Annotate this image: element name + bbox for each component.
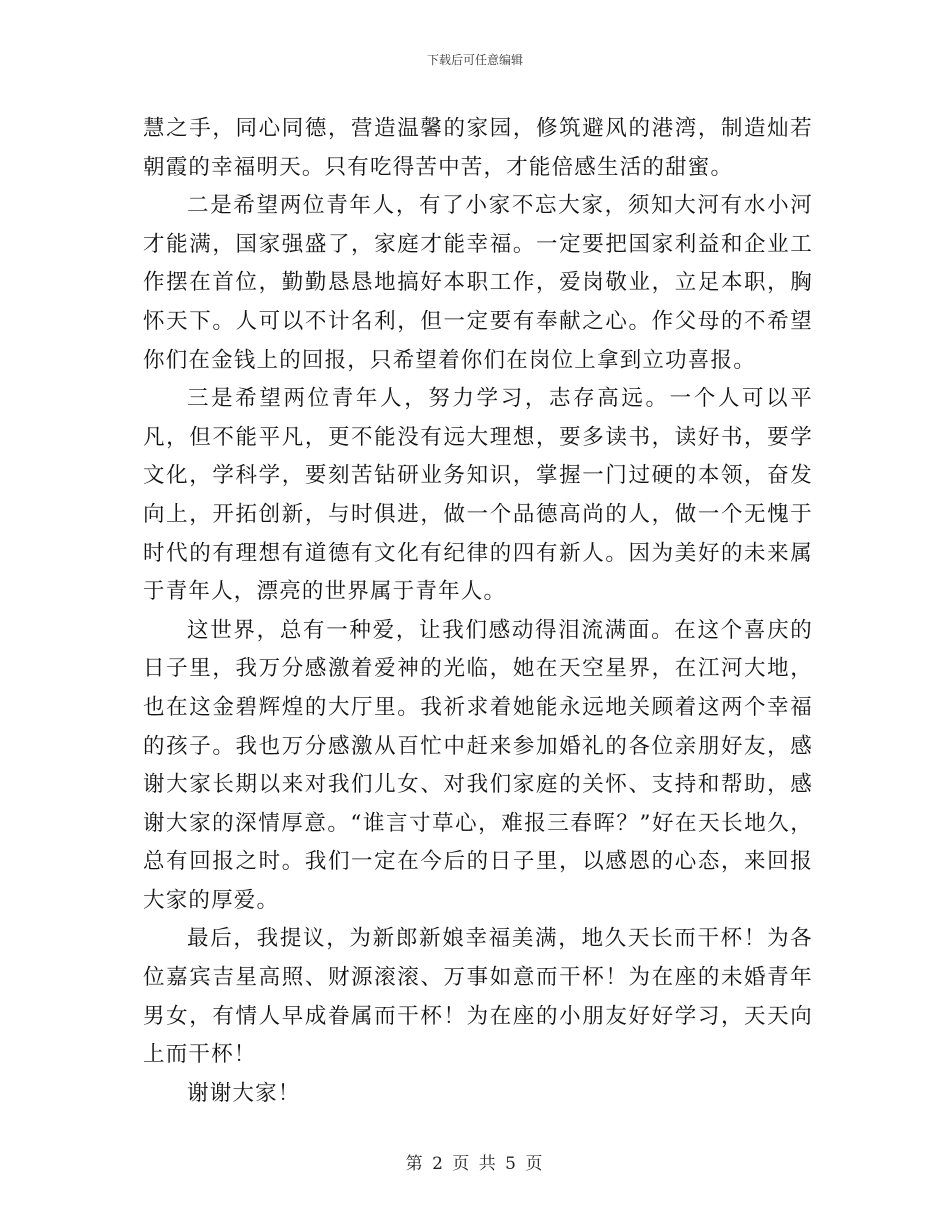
page-header: 下载后可任意编辑 xyxy=(426,53,523,67)
paragraph-second-hope: 二是希望两位青年人，有了小家不忘大家，须知大河有水小河才能满，国家强盛了，家庭才能幸福。一定要把国家利益和企业工作摆在首位，勤勤恳恳地搞好本职工作，爱岗敬业，立足本职，胸怀天下。人可以不计名利，但一定要有奉献之心。作父母的不希望你们在金钱上的回报，只希望着你们在岗位上拿到立功喜报。 xyxy=(143,193,813,373)
paragraph-thanks: 谢谢大家！ xyxy=(187,1080,301,1106)
paragraph-third-hope: 三是希望两位青年人，努力学习，志存高远。一个人可以平凡，但不能平凡，更不能没有远大理想，要多读书，读好书，要学文化，学科学，要刻苦钻研业务知识，掌握一门过硬的本领，奋发向上，开拓创新，与时俱进，做一个品德高尚的人，做一个无愧于时代的有理想有道德有文化有纪律的四有新人。因为美好的未来属于青年人，漂亮的世界属于青年人。 xyxy=(143,386,813,605)
paragraph-continuation: 慧之手，同心同德，营造温馨的家园，修筑避风的港湾，制造灿若朝霞的幸福明天。只有吃得苦中苦，才能倍感生活的甜蜜。 xyxy=(143,116,813,180)
page-number: 第 2 页 共 5 页 xyxy=(405,1154,545,1174)
document-body xyxy=(143,110,813,1113)
paragraph-toast: 最后，我提议，为新郎新娘幸福美满，地久天长而干杯！为各位嘉宾吉星高照、财源滚滚、万事如意而干杯！为在座的未婚青年男女，有情人早成眷属而干杯！为在座的小朋友好好学习，天天向上而干杯！ xyxy=(143,926,813,1068)
paragraph-gratitude: 这世界，总有一种爱，让我们感动得泪流满面。在这个喜庆的日子里，我万分感激着爱神的光临，她在天空星界，在江河大地，也在这金碧辉煌的大厅里。我祈求着她能永远地关顾着这两个幸福的孩子。我也万分感激从百忙中赶来参加婚礼的各位亲朋好友，感谢大家长期以来对我们儿女、对我们家庭的关怀、支持和帮助，感谢大家的深情厚意。“谁言寸草心，难报三春晖？”好在天长地久，总有回报之时。我们一定在今后的日子里，以感恩的心态，来回报大家的厚爱。 xyxy=(143,617,813,913)
